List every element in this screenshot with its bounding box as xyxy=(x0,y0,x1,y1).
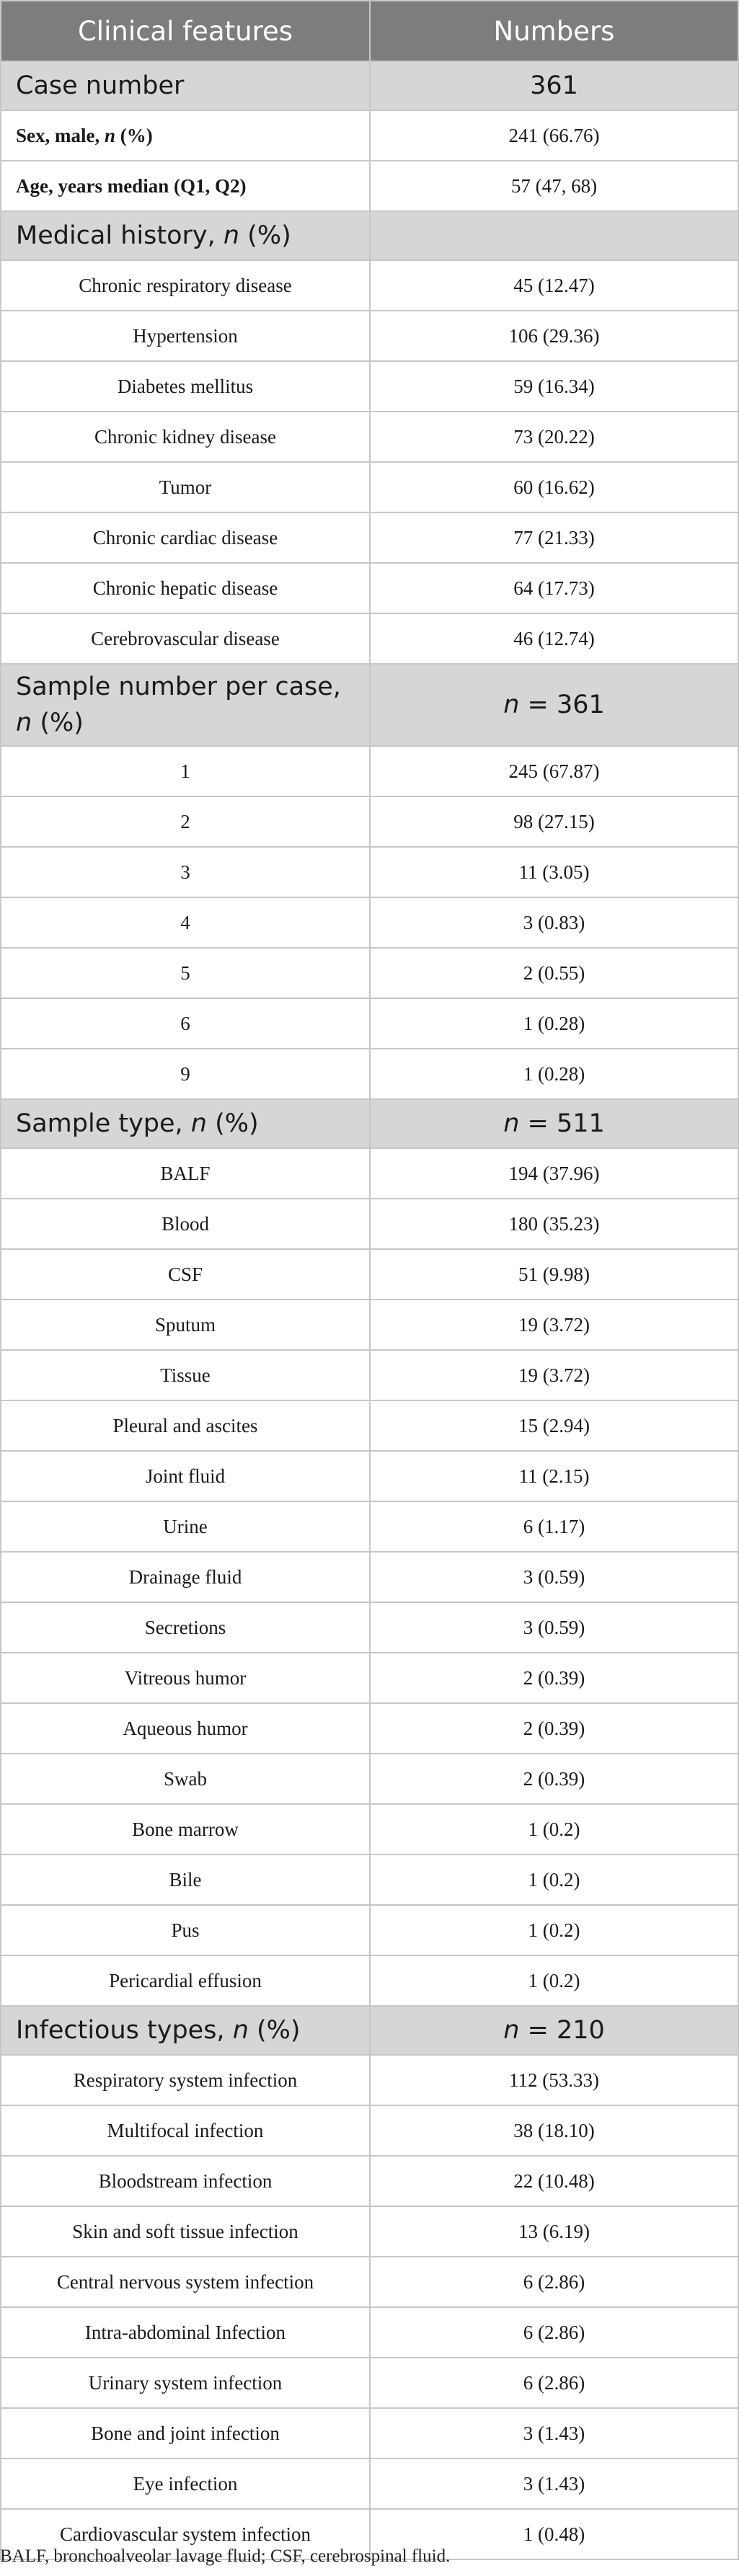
sample-type-label: BALF xyxy=(1,1148,370,1199)
infectious-type-value: 6 (2.86) xyxy=(370,2257,738,2307)
medical-history-label: Tumor xyxy=(1,462,370,512)
infectious-type-value: 112 (53.33) xyxy=(370,2055,738,2105)
infectious-type-label: Multifocal infection xyxy=(1,2105,370,2156)
sample-type-row xyxy=(1,1552,738,1602)
sample-type-label: Urine xyxy=(1,1501,370,1552)
sample-number-value: 245 (67.87) xyxy=(370,746,738,796)
sample-type-title: Sample type, n (%) xyxy=(1,1099,370,1148)
sample-number-value: 1 (0.28) xyxy=(370,998,738,1049)
medical-history-row xyxy=(1,361,738,412)
sample-type-rows xyxy=(1,1148,738,2006)
medical-history-label: Chronic kidney disease xyxy=(1,412,370,462)
medical-history-label: Hypertension xyxy=(1,311,370,361)
sample-number-row xyxy=(1,746,738,796)
medical-history-label: Cerebrovascular disease xyxy=(1,613,370,664)
medical-history-value: 45 (12.47) xyxy=(370,260,738,311)
sex-value: 241 (66.76) xyxy=(370,110,738,161)
infectious-type-row xyxy=(1,2105,738,2156)
sample-type-value: 2 (0.39) xyxy=(370,1653,738,1703)
sample-type-row xyxy=(1,1400,738,1451)
sample-number-label: 1 xyxy=(1,746,370,796)
sample-type-label: Secretions xyxy=(1,1602,370,1653)
infectious-types-section-row xyxy=(1,2006,738,2055)
sample-type-label: CSF xyxy=(1,1249,370,1300)
sample-number-label: 3 xyxy=(1,847,370,897)
sample-type-row xyxy=(1,1754,738,1804)
sample-number-label: 2 xyxy=(1,796,370,847)
infectious-type-label: Cardiovascular system infection xyxy=(1,2509,370,2559)
sample-number-label: 6 xyxy=(1,998,370,1049)
medical-history-row xyxy=(1,260,738,311)
medical-history-value: 64 (17.73) xyxy=(370,563,738,613)
sample-number-row xyxy=(1,948,738,998)
infectious-type-value: 1 (0.48) xyxy=(370,2509,738,2559)
medical-history-row xyxy=(1,412,738,462)
infectious-type-value: 6 (2.86) xyxy=(370,2307,738,2358)
sample-type-row xyxy=(1,1501,738,1552)
infectious-type-label: Central nervous system infection xyxy=(1,2257,370,2307)
infectious-type-row xyxy=(1,2156,738,2206)
table-footnote: BALF, bronchoalveolar lavage fluid; CSF, cerebrospinal fluid. xyxy=(0,2546,451,2566)
sample-type-row xyxy=(1,1602,738,1653)
infectious-type-label: Eye infection xyxy=(1,2459,370,2509)
medical-history-value: 59 (16.34) xyxy=(370,361,738,412)
sample-type-row xyxy=(1,1249,738,1300)
sex-label: Sex, male, n (%) xyxy=(1,110,370,161)
sample-number-rows xyxy=(1,746,738,1099)
sample-type-value: 180 (35.23) xyxy=(370,1199,738,1249)
sample-type-value: 11 (2.15) xyxy=(370,1451,738,1501)
infectious-type-value: 3 (1.43) xyxy=(370,2459,738,2509)
sample-type-label: Joint fluid xyxy=(1,1451,370,1501)
infectious-type-value: 3 (1.43) xyxy=(370,2408,738,2459)
header-numbers: Numbers xyxy=(370,1,738,61)
sample-number-label: 5 xyxy=(1,948,370,998)
sample-number-value: 1 (0.28) xyxy=(370,1049,738,1099)
sample-type-label: Pus xyxy=(1,1905,370,1955)
sample-type-row xyxy=(1,1199,738,1249)
sample-type-label: Bone marrow xyxy=(1,1804,370,1855)
medical-history-value: 46 (12.74) xyxy=(370,613,738,664)
sample-type-row xyxy=(1,1451,738,1501)
infectious-type-row xyxy=(1,2307,738,2358)
medical-history-value: 60 (16.62) xyxy=(370,462,738,512)
medical-history-row xyxy=(1,563,738,613)
sample-number-row xyxy=(1,847,738,897)
sample-number-row xyxy=(1,998,738,1049)
header-clinical-features: Clinical features xyxy=(1,1,370,61)
sex-row xyxy=(1,110,738,161)
sample-type-value: 1 (0.2) xyxy=(370,1855,738,1905)
medical-history-title: Medical history, n (%) xyxy=(1,211,370,260)
sample-number-section-row xyxy=(1,664,738,746)
medical-history-row xyxy=(1,311,738,361)
infectious-type-row xyxy=(1,2055,738,2105)
sample-number-title: Sample number per case, n (%) xyxy=(1,664,370,746)
sample-type-row xyxy=(1,1703,738,1754)
sample-type-row xyxy=(1,1300,738,1350)
medical-history-rows xyxy=(1,260,738,664)
sample-number-value: 2 (0.55) xyxy=(370,948,738,998)
medical-history-value: 77 (21.33) xyxy=(370,512,738,563)
sample-type-value: 1 (0.2) xyxy=(370,1804,738,1855)
sample-type-value: 6 (1.17) xyxy=(370,1501,738,1552)
sample-number-row xyxy=(1,796,738,847)
sample-type-total: n = 511 xyxy=(370,1099,738,1148)
infectious-type-value: 22 (10.48) xyxy=(370,2156,738,2206)
sample-type-label: Sputum xyxy=(1,1300,370,1350)
infectious-type-label: Urinary system infection xyxy=(1,2358,370,2408)
age-label: Age, years median (Q1, Q2) xyxy=(1,161,370,211)
sample-type-value: 19 (3.72) xyxy=(370,1300,738,1350)
medical-history-section-row xyxy=(1,211,738,260)
medical-history-value: 106 (29.36) xyxy=(370,311,738,361)
medical-history-label: Chronic cardiac disease xyxy=(1,512,370,563)
sample-type-row xyxy=(1,1653,738,1703)
sample-number-row xyxy=(1,1049,738,1099)
sample-type-section-row xyxy=(1,1099,738,1148)
medical-history-total xyxy=(370,211,738,260)
infectious-type-value: 38 (18.10) xyxy=(370,2105,738,2156)
sample-number-row xyxy=(1,897,738,948)
sample-type-label: Pleural and ascites xyxy=(1,1400,370,1451)
sample-type-row xyxy=(1,1148,738,1199)
age-row xyxy=(1,161,738,211)
sample-type-value: 1 (0.2) xyxy=(370,1905,738,1955)
sample-type-label: Vitreous humor xyxy=(1,1653,370,1703)
medical-history-label: Chronic hepatic disease xyxy=(1,563,370,613)
sample-type-row xyxy=(1,1855,738,1905)
infectious-type-label: Respiratory system infection xyxy=(1,2055,370,2105)
sample-type-value: 51 (9.98) xyxy=(370,1249,738,1300)
sample-number-value: 3 (0.83) xyxy=(370,897,738,948)
case-number-row xyxy=(1,61,738,110)
infectious-types-total: n = 210 xyxy=(370,2006,738,2055)
infectious-type-label: Bloodstream infection xyxy=(1,2156,370,2206)
sample-type-label: Tissue xyxy=(1,1350,370,1400)
medical-history-row xyxy=(1,462,738,512)
sample-type-value: 15 (2.94) xyxy=(370,1400,738,1451)
infectious-type-row xyxy=(1,2358,738,2408)
medical-history-label: Diabetes mellitus xyxy=(1,361,370,412)
sample-number-label: 4 xyxy=(1,897,370,948)
infectious-type-row xyxy=(1,2206,738,2257)
sample-type-label: Bile xyxy=(1,1855,370,1905)
infectious-type-row xyxy=(1,2459,738,2509)
sample-type-label: Pericardial effusion xyxy=(1,1955,370,2006)
sample-type-value: 3 (0.59) xyxy=(370,1602,738,1653)
sample-type-row xyxy=(1,1955,738,2006)
infectious-type-row xyxy=(1,2408,738,2459)
sample-type-label: Blood xyxy=(1,1199,370,1249)
medical-history-value: 73 (20.22) xyxy=(370,412,738,462)
case-number-value: 361 xyxy=(370,61,738,110)
case-number-label: Case number xyxy=(1,61,370,110)
table-header-row xyxy=(1,1,738,61)
sample-type-label: Swab xyxy=(1,1754,370,1804)
sample-type-label: Aqueous humor xyxy=(1,1703,370,1754)
sample-number-label: 9 xyxy=(1,1049,370,1099)
sample-number-value: 98 (27.15) xyxy=(370,796,738,847)
infectious-type-label: Intra-abdominal Infection xyxy=(1,2307,370,2358)
infectious-type-value: 6 (2.86) xyxy=(370,2358,738,2408)
sample-type-row xyxy=(1,1804,738,1855)
medical-history-label: Chronic respiratory disease xyxy=(1,260,370,311)
sample-type-value: 1 (0.2) xyxy=(370,1955,738,2006)
sample-type-row xyxy=(1,1905,738,1955)
sample-type-row xyxy=(1,1350,738,1400)
sample-type-value: 2 (0.39) xyxy=(370,1754,738,1804)
infectious-type-label: Skin and soft tissue infection xyxy=(1,2206,370,2257)
sample-type-value: 19 (3.72) xyxy=(370,1350,738,1400)
infectious-types-rows xyxy=(1,2055,738,2559)
infectious-types-title: Infectious types, n (%) xyxy=(1,2006,370,2055)
medical-history-row xyxy=(1,613,738,664)
sample-type-label: Drainage fluid xyxy=(1,1552,370,1602)
sample-number-value: 11 (3.05) xyxy=(370,847,738,897)
infectious-type-row xyxy=(1,2257,738,2307)
infectious-type-label: Bone and joint infection xyxy=(1,2408,370,2459)
age-value: 57 (47, 68) xyxy=(370,161,738,211)
sample-type-value: 3 (0.59) xyxy=(370,1552,738,1602)
sample-type-value: 2 (0.39) xyxy=(370,1703,738,1754)
infectious-type-value: 13 (6.19) xyxy=(370,2206,738,2257)
sample-number-total: n = 361 xyxy=(370,664,738,746)
medical-history-row xyxy=(1,512,738,563)
sample-type-value: 194 (37.96) xyxy=(370,1148,738,1199)
